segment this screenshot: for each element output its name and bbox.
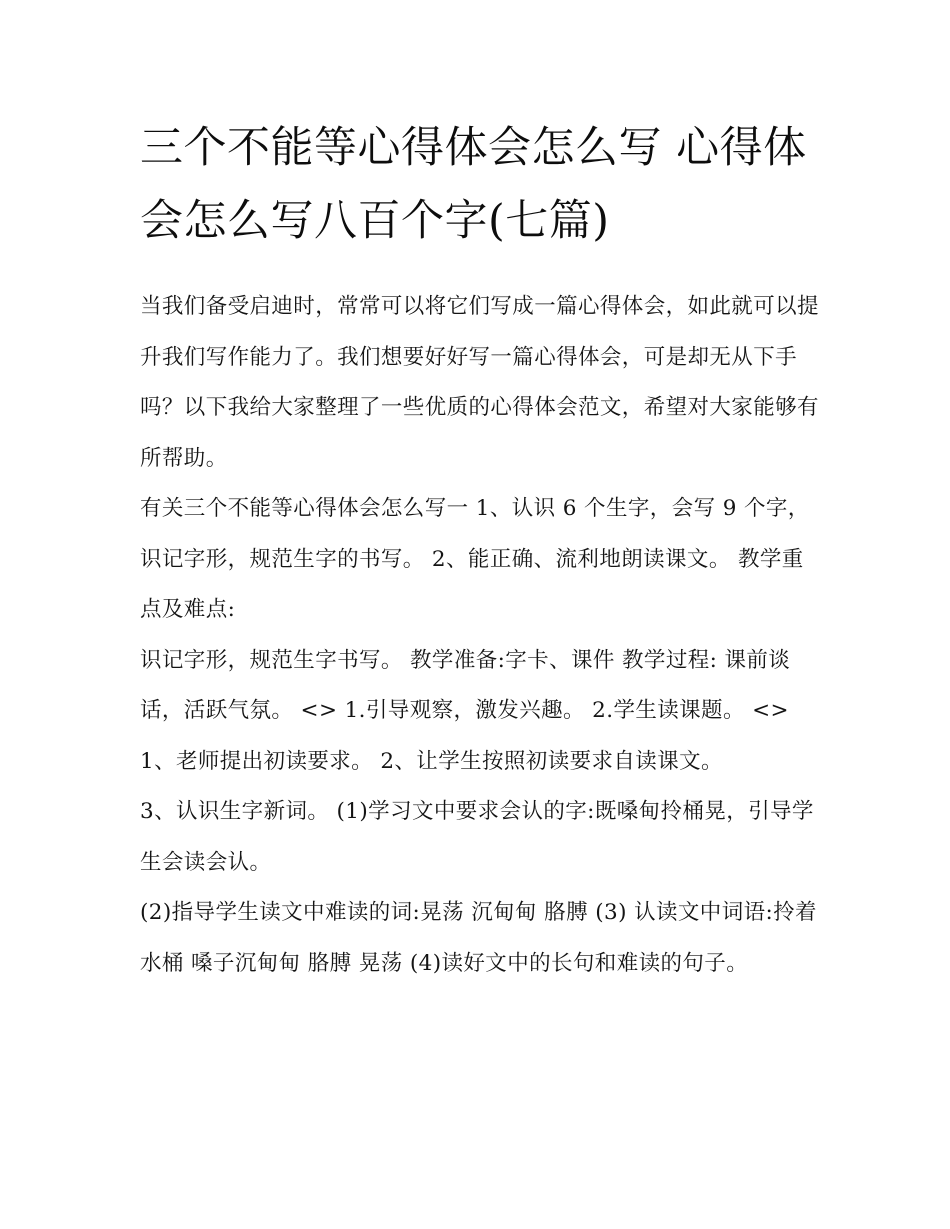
- paragraph-intro: 当我们备受启迪时，常常可以将它们写成一篇心得体会，如此就可以提升我们写作能力了。我们想要好好写一篇心得体会，可是却无从下手吗？以下我给大家整理了一些优质的心得体会范文，希望对大家能够有所帮助。: [140, 294, 819, 471]
- document-page: [140, 112, 820, 989]
- document-title: 三个不能等心得体会怎么写 心得体会怎么写八百个字(七篇): [140, 123, 807, 246]
- paragraph-objectives: 有关三个不能等心得体会怎么写一 1、认识 6 个生字，会写 9 个字，识记字形，规范生字的书写。 2、能正确、流利地朗读课文。 教学重点及难点:: [140, 496, 810, 622]
- paragraph-difficult-words: (2)指导学生读文中难读的词:晃荡 沉甸甸 胳膊 (3) 认读文中词语:拎着水桶 嗓子沉甸甸 胳膊 晃荡 (4)读好文中的长句和难读的句子。: [140, 900, 817, 976]
- paragraph-new-words: 3、认识生字新词。 (1)学习文中要求会认的字:既嗓甸拎桶晃，引导学生会读会认。: [140, 799, 814, 875]
- paragraph-preparation: 识记字形，规范生字书写。 教学准备:字卡、课件 教学过程: 课前谈话，活跃气氛。 <> 1.引导观察，激发兴趣。 2.学生读课题。 <>: [140, 647, 791, 723]
- paragraph-reading-requirements: 1、老师提出初读要求。 2、让学生按照初读要求自读课文。: [140, 748, 723, 774]
